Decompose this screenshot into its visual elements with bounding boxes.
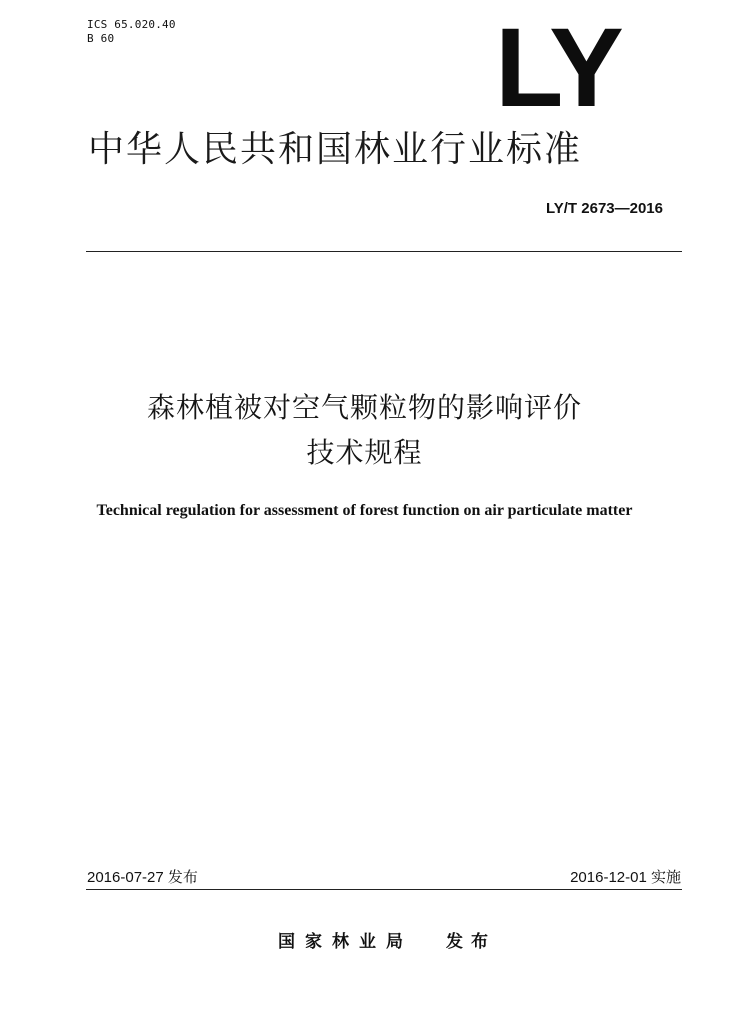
document-title-line1: 森林植被对空气颗粒物的影响评价 (146, 391, 582, 424)
issue-label: 发布 (446, 932, 496, 952)
issuing-authority: 国家林业局 (278, 932, 413, 952)
classification-codes (87, 18, 176, 46)
bottom-divider (86, 889, 682, 890)
implement-date: 2016-12-01 实施 (570, 869, 681, 886)
standard-type-heading: 中华人民共和国林业行业标准 (88, 129, 583, 170)
publish-date: 2016-07-27 发布 (87, 869, 198, 886)
standard-code: LY/T 2673—2016 (545, 200, 663, 217)
ly-logo: LY (495, 5, 620, 130)
ics-code: ICS 65.020.40 (87, 18, 176, 31)
ccs-code: B 60 (87, 32, 115, 45)
document-title-line2: 技术规程 (306, 436, 423, 469)
top-divider (86, 251, 682, 252)
english-title: Technical regulation for assessment of forest function on air particulate matter (96, 502, 633, 519)
